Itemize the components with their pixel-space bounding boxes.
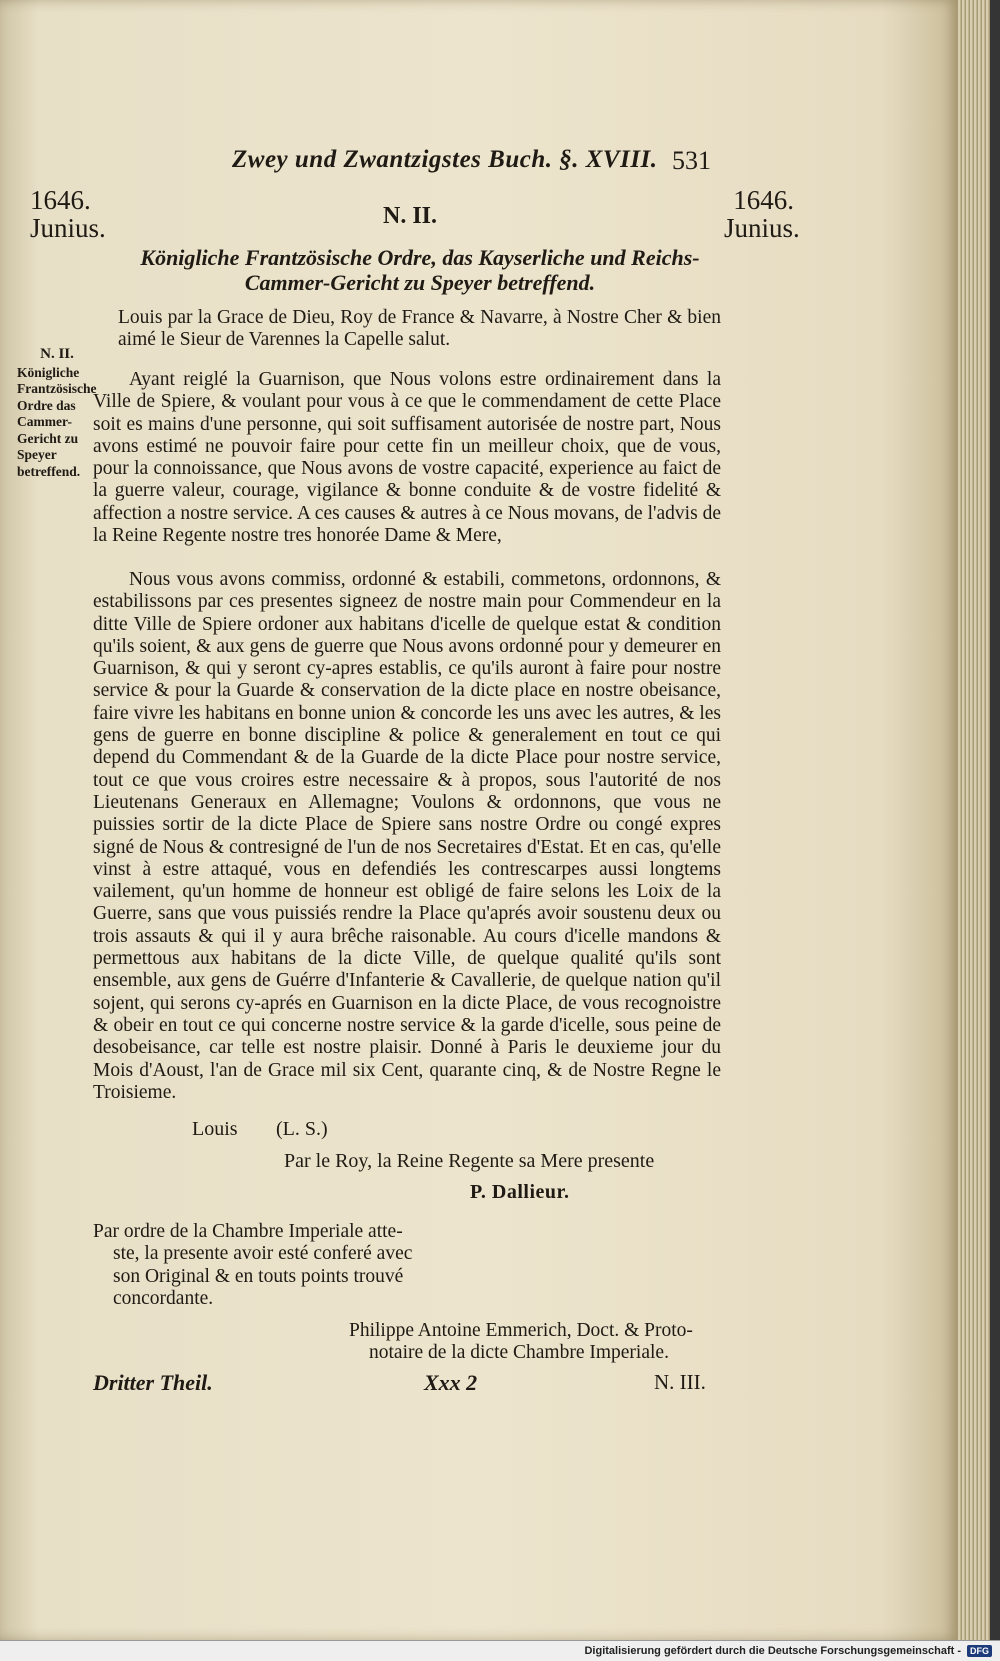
- margin-note: [17, 346, 97, 480]
- seal-mark: (L. S.): [276, 1118, 328, 1140]
- notary-rest: notaire de la dicte Chambre Imperiale.: [369, 1342, 669, 1364]
- date-right: [724, 185, 800, 243]
- notary-signature: [349, 1320, 729, 1365]
- digitization-credit-text: Digitalisierung gefördert durch die Deutsche Forschungsgemeinschaft -: [584, 1645, 961, 1657]
- page-number: 531: [672, 146, 711, 175]
- footer-catchword: N. III.: [654, 1370, 706, 1394]
- month-right: Junius.: [724, 213, 800, 243]
- month-left: Junius.: [30, 213, 106, 243]
- year-right: 1646.: [733, 185, 794, 215]
- document-title: Königliche Frantzösische Ordre, das Kayserliche und Reichs-Cammer-Gericht zu Speyer betreffend.: [140, 245, 700, 295]
- page-edge: [958, 0, 990, 1640]
- paragraph-1: Ayant reiglé la Guarnison, que Nous volons estre ordinairement dans la Ville de Spiere, & voulant pour vous à ce que le commendament de cette Place soit es mains d'une personne, qui soit suffisament autorisée de nostre part, Nous avons estimé ne pouvoir faire pour cette fin un meilleur choix, que de vous, pour la connoissance, que Nous avons de vostre capacité, experience au faict de la guerre valeur, courage, vigilance & bonne conduite & de vostre fidelité & affection a nostre service. A ces causes & autres à ce Nous movans, de l'advis de la Reine Regente nostre tres honorée Dame & Mere,: [93, 369, 721, 547]
- document-number: N. II.: [383, 203, 438, 229]
- intro-paragraph: Louis par la Grace de Dieu, Roy de France & Navarre, à Nostre Cher & bien aimé le Sieur de Varennes la Capelle salut.: [118, 307, 721, 351]
- digitization-credit-bar: [0, 1640, 1000, 1661]
- footer-volume: Dritter Theil.: [93, 1370, 213, 1395]
- attestation-rest: ste, la presente avoir esté conferé avec son Original & en touts points trouvé concordante.: [113, 1243, 413, 1309]
- signature-louis: Louis: [192, 1118, 238, 1140]
- margin-note-head: N. II.: [40, 346, 74, 362]
- paragraph-2: Nous vous avons commiss, ordonné & estabili, commetons, ordonnons, & estabilissons par ces presentes signeez de nostre main pour Commendeur en la ditte Ville de Spiere ordoner aux habitans d'icelle de quelque estat & condition qu'ils soient, & aux gens de guerre que Nous avons ordonné pour y demeurer en Guarnison, & qui y seront cy-apres establis, ce qu'ils auront à faire pour nostre service & pour la Guarde & conservation de la dicte place en nostre obeisance, faire vivre les habitans en bonne union & concorde les uns avec les autres, & les gens de guerre en bonne discipline & police & generalement en tout ce qui depend du Commendant & de la Guarde de la dicte Place pour nostre service, tout ce que vous croires estre necessaire & à propos, sous l'autorité de nos Lieutenans Generaux en Allemagne; Voulons & ordonnons, que vous ne puissies sortir de la dicte Place de Spiere sans nostre Ordre ou congé expres signé de Nous & contresigné de l'un de nos Secretaires d'Estat. Et en cas, qu'elle vinst à estre attaqué, vous en defendiés les contrescarpes aussi longtems vailement, qu'un homme de honneur est obligé de faire selons les Loix de la Guerre, sans que vous puissiés rendre la Place qu'aprés avoir soustenu deux ou trois assauts & qui il y aura brêche raisonable. Au cours d'icelle mandons & permettous aux habitans de la dicte Ville, de quelque qualité qu'ils sont ensemble, aux gens de Guérre d'Infanterie & Cavallerie, de quelque nation qu'il sojent, qui serons cy-aprés en Guarnison en la dicte Place, de vous recognoistre & obeir en tout ce qui concerne nostre service & la garde d'icelle, sous peine de desobeisance, car telle est nostre plaisir. Donné à Paris le deuxieme jour du Mois d'Aoust, l'an de Grace mil six Cent, quarante cinq, & de Nostre Regne le Troisieme.: [93, 569, 721, 1103]
- running-title: Zwey und Zwantzigstes Buch. §. XVIII.: [232, 146, 658, 173]
- signature-line: Par le Roy, la Reine Regente sa Mere presente: [284, 1150, 655, 1172]
- notary-first-line: Philippe Antoine Emmerich, Doct. & Proto-: [349, 1320, 693, 1341]
- date-left: [30, 186, 106, 242]
- footer-signature-mark: Xxx 2: [424, 1370, 478, 1395]
- margin-note-text: Königliche Frantzösische Ordre das Cammer-Gericht zu Speyer betreffend.: [17, 364, 97, 479]
- attestation-first-line: Par ordre de la Chambre Imperiale atte-: [93, 1221, 403, 1242]
- signature-dallieur: P. Dallieur.: [470, 1181, 570, 1203]
- year-left: 1646.: [30, 185, 91, 215]
- attestation: [93, 1221, 430, 1310]
- dfg-logo: DFG: [967, 1645, 992, 1657]
